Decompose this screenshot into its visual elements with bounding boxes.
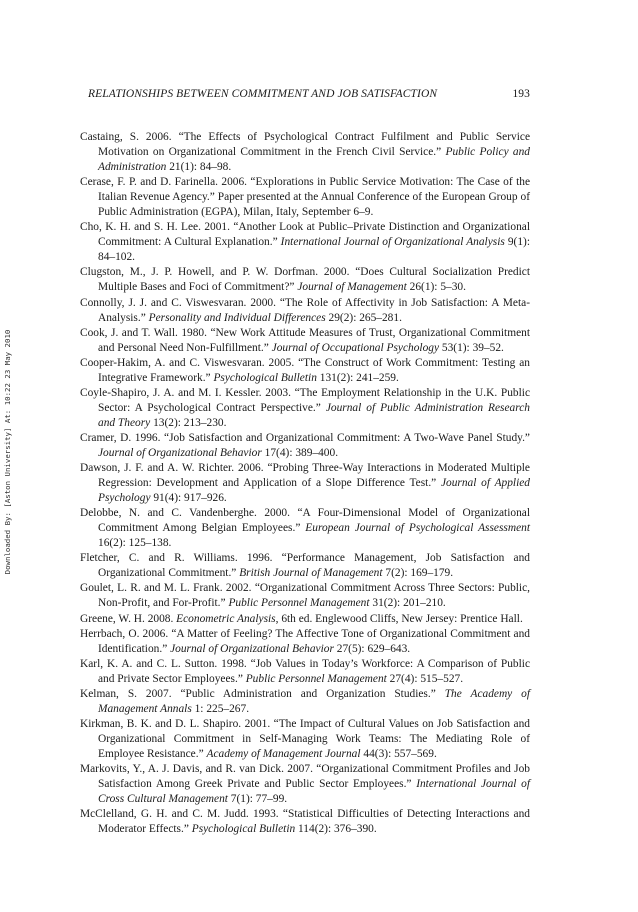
- reference-item: Kirkman, B. K. and D. L. Shapiro. 2001. “The Impact of Cultural Values on Job Satisfaction and Organizational Commitment in Self-Managing Work Teams: The Mediating Role of Employee Resistance.” Academy of Management Journal 44(3): 557–569.: [80, 717, 530, 760]
- reference-item: Coyle-Shapiro, J. A. and M. I. Kessler. 2003. “The Employment Relationship in the U.K. Public Sector: A Psychological Contract Perspective.” Journal of Public Administration Research and Theory 13(2): 213–230.: [80, 386, 530, 429]
- reference-item: Karl, K. A. and C. L. Sutton. 1998. “Job Values in Today’s Workforce: A Comparison of Public and Private Sector Employees.” Public Personnel Management 27(4): 515–527.: [80, 657, 530, 685]
- reference-list: [80, 130, 530, 837]
- reference-item: Kelman, S. 2007. “Public Administration and Organization Studies.” The Academy of Management Annals 1: 225–267.: [80, 687, 530, 715]
- reference-item: Dawson, J. F. and A. W. Richter. 2006. “Probing Three-Way Interactions in Moderated Multiple Regression: Development and Application of a Slope Difference Test.” Journal of Applied Psychology 91(4): 917–926.: [80, 462, 531, 505]
- reference-item: Cooper-Hakim, A. and C. Viswesvaran. 2005. “The Construct of Work Commitment: Testing an Integrative Framework.” Psychological Bulletin 131(2): 241–259.: [80, 356, 530, 384]
- reference-item: Delobbe, N. and C. Vandenberghe. 2000. “A Four-Dimensional Model of Organizational Commitment Among Belgian Employees.” European Journal of Psychological Assessment 16(2): 125–138.: [80, 507, 530, 550]
- reference-item: Clugston, M., J. P. Howell, and P. W. Dorfman. 2000. “Does Cultural Socialization Predict Multiple Bases and Foci of Commitment?” Journal of Management 26(1): 5–30.: [80, 266, 530, 294]
- reference-item: Markovits, Y., A. J. Davis, and R. van Dick. 2007. “Organizational Commitment Profiles and Job Satisfaction Among Greek Private and Public Sector Employees.” International Journal of Cross Cultural Management 7(1): 77–99.: [80, 762, 530, 806]
- reference-item: Connolly, J. J. and C. Viswesvaran. 2000. “The Role of Affectivity in Job Satisfaction: A Meta-Analysis.” Personality and Individual Differences 29(2): 265–281.: [80, 296, 530, 324]
- reference-item: Castaing, S. 2006. “The Effects of Psychological Contract Fulfilment and Public Service Motivation on Organizational Commitment in the French Civil Service.” Public Policy and Administration 21(1): 84–98.: [80, 131, 530, 174]
- reference-item: Goulet, L. R. and M. L. Frank. 2002. “Organizational Commitment Across Three Sectors: Public, Non-Profit, and For-Profit.” Public Personnel Management 31(2): 201–210.: [80, 582, 530, 610]
- reference-item: Herrbach, O. 2006. “A Matter of Feeling? The Affective Tone of Organizational Commitment and Identification.” Journal of Organizational Behavior 27(5): 629–643.: [80, 627, 530, 655]
- download-watermark: Downloaded By: [Aston University] At: 10:22 23 May 2010: [3, 329, 12, 575]
- reference-item: Fletcher, C. and R. Williams. 1996. “Performance Management, Job Satisfaction and Organizational Commitment.” British Journal of Management 7(2): 169–179.: [80, 552, 530, 580]
- reference-item: Greene, W. H. 2008. Econometric Analysis, 6th ed. Englewood Cliffs, New Jersey: Prentice Hall.: [80, 612, 523, 625]
- page-number: 193: [512, 88, 530, 100]
- reference-item: McClelland, G. H. and C. M. Judd. 1993. “Statistical Difficulties of Detecting Interactions and Moderator Effects.” Psychological Bulletin 114(2): 376–390.: [80, 808, 530, 836]
- reference-item: Cho, K. H. and S. H. Lee. 2001. “Another Look at Public–Private Distinction and Organizational Commitment: A Cultural Explanation.” International Journal of Organizational Analysis 9(1): 84–102.: [80, 221, 530, 264]
- reference-item: Cramer, D. 1996. “Job Satisfaction and Organizational Commitment: A Two-Wave Panel Study.” Journal of Organizational Behavior 17(4): 389–400.: [80, 431, 530, 459]
- running-title: RELATIONSHIPS BETWEEN COMMITMENT AND JOB SATISFACTION: [88, 88, 438, 100]
- reference-item: Cerase, F. P. and D. Farinella. 2006. “Explorations in Public Service Motivation: The Case of the Italian Revenue Agency.” Paper presented at the Annual Conference of the European Group of Public Administration (EGPA), Milan, Italy, September 6–9.: [80, 176, 530, 219]
- reference-item: Cook, J. and T. Wall. 1980. “New Work Attitude Measures of Trust, Organizational Commitment and Personal Need Non-Fulfillment.” Journal of Occupational Psychology 53(1): 39–52.: [80, 326, 530, 354]
- running-head: [88, 88, 530, 100]
